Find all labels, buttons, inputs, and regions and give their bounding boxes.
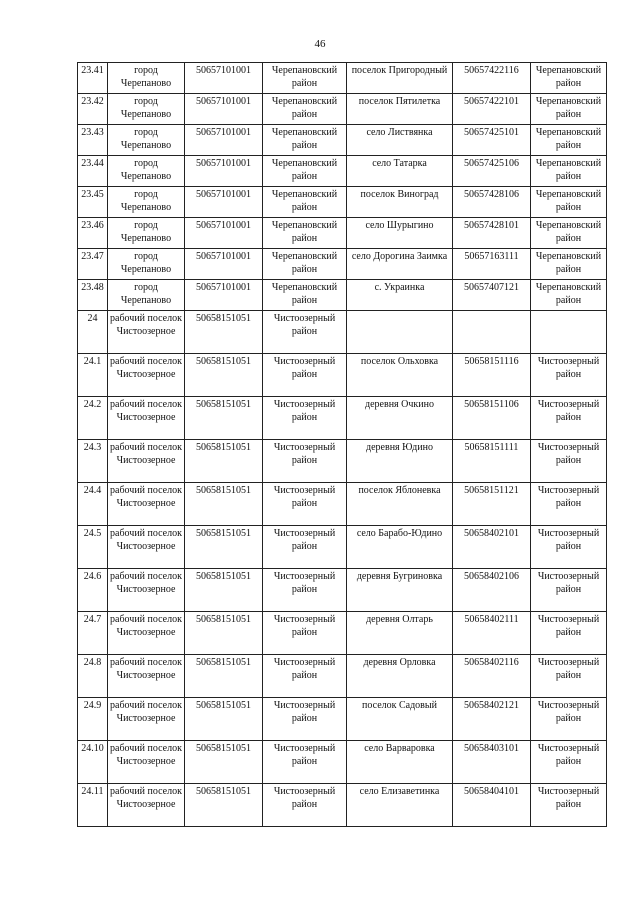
admin-center-cell: рабочий поселок Чистоозерное [108,311,185,354]
table-row [78,784,607,827]
row-number-cell: 24.5 [78,526,108,569]
admin-center-code-cell: 50658151051 [185,440,263,483]
table-row [78,483,607,526]
district-cell: Чистоозерный район [263,311,347,354]
district-cell: Черепановский район [263,187,347,218]
settlement-district-cell: Черепановский район [531,156,607,187]
admin-center-code-cell: 50657101001 [185,94,263,125]
row-number-cell: 23.43 [78,125,108,156]
settlement-code-cell: 50658151106 [453,397,531,440]
admin-center-cell: город Черепаново [108,156,185,187]
table-row [78,94,607,125]
settlement-district-cell: Чистоозерный район [531,569,607,612]
settlement-cell: поселок Пятилетка [347,94,453,125]
admin-center-cell: рабочий поселок Чистоозерное [108,569,185,612]
row-number-cell: 24.8 [78,655,108,698]
admin-center-code-cell: 50658151051 [185,655,263,698]
settlement-code-cell: 50658151121 [453,483,531,526]
district-cell: Черепановский район [263,218,347,249]
admin-center-cell: рабочий поселок Чистоозерное [108,397,185,440]
row-number-cell: 23.41 [78,63,108,94]
settlement-code-cell: 50658402121 [453,698,531,741]
settlement-code-cell: 50658402101 [453,526,531,569]
settlement-code-cell: 50657428101 [453,218,531,249]
table-row [78,280,607,311]
table-row [78,187,607,218]
admin-center-cell: город Черепаново [108,125,185,156]
settlement-cell: село Листвянка [347,125,453,156]
table-row [78,311,607,354]
row-number-cell: 24.6 [78,569,108,612]
row-number-cell: 24.1 [78,354,108,397]
row-number-cell: 24 [78,311,108,354]
district-cell: Черепановский район [263,249,347,280]
table-row [78,440,607,483]
admin-center-cell: рабочий поселок Чистоозерное [108,655,185,698]
district-cell: Чистоозерный район [263,440,347,483]
settlement-code-cell: 50657425106 [453,156,531,187]
admin-center-code-cell: 50657101001 [185,280,263,311]
admin-center-cell: город Черепаново [108,63,185,94]
settlement-cell: деревня Очкино [347,397,453,440]
admin-center-code-cell: 50657101001 [185,63,263,94]
admin-center-cell: город Черепаново [108,94,185,125]
settlement-code-cell: 50657425101 [453,125,531,156]
settlements-table [77,62,607,827]
district-cell: Черепановский район [263,94,347,125]
settlement-cell: поселок Пригородный [347,63,453,94]
table-body [78,63,607,827]
settlement-code-cell: 50657428106 [453,187,531,218]
settlement-cell: поселок Яблоневка [347,483,453,526]
admin-center-code-cell: 50657101001 [185,249,263,280]
district-cell: Чистоозерный район [263,397,347,440]
settlement-district-cell: Чистоозерный район [531,698,607,741]
table-row [78,569,607,612]
row-number-cell: 23.42 [78,94,108,125]
admin-center-code-cell: 50658151051 [185,354,263,397]
row-number-cell: 24.3 [78,440,108,483]
district-cell: Чистоозерный район [263,698,347,741]
settlement-district-cell: Чистоозерный район [531,354,607,397]
district-cell: Чистоозерный район [263,784,347,827]
district-cell: Чистоозерный район [263,483,347,526]
settlement-district-cell: Черепановский район [531,94,607,125]
settlement-code-cell: 50658151111 [453,440,531,483]
settlement-district-cell: Черепановский район [531,63,607,94]
settlement-cell: деревня Олтарь [347,612,453,655]
settlement-cell: село Шурыгино [347,218,453,249]
admin-center-cell: город Черепаново [108,218,185,249]
table-row [78,397,607,440]
row-number-cell: 23.47 [78,249,108,280]
admin-center-cell: город Черепаново [108,187,185,218]
settlement-district-cell: Черепановский район [531,187,607,218]
admin-center-code-cell: 50658151051 [185,311,263,354]
admin-center-code-cell: 50657101001 [185,218,263,249]
district-cell: Чистоозерный район [263,354,347,397]
settlement-code-cell: 50657407121 [453,280,531,311]
settlement-code-cell: 50658402116 [453,655,531,698]
settlement-district-cell: Черепановский район [531,249,607,280]
settlement-cell: деревня Орловка [347,655,453,698]
table-row [78,63,607,94]
page-number: 46 [314,38,326,50]
settlement-code-cell: 50658404101 [453,784,531,827]
settlement-cell: село Барабо-Юдино [347,526,453,569]
settlement-district-cell [531,311,607,354]
admin-center-cell: рабочий поселок Чистоозерное [108,698,185,741]
settlement-code-cell: 50658403101 [453,741,531,784]
admin-center-code-cell: 50658151051 [185,483,263,526]
settlement-code-cell: 50657422116 [453,63,531,94]
settlement-cell: деревня Юдино [347,440,453,483]
row-number-cell: 24.9 [78,698,108,741]
district-cell: Черепановский район [263,125,347,156]
row-number-cell: 23.48 [78,280,108,311]
table-row [78,698,607,741]
admin-center-cell: рабочий поселок Чистоозерное [108,784,185,827]
settlement-cell: с. Украинка [347,280,453,311]
admin-center-code-cell: 50658151051 [185,569,263,612]
admin-center-cell: рабочий поселок Чистоозерное [108,354,185,397]
admin-center-cell: рабочий поселок Чистоозерное [108,612,185,655]
district-cell: Чистоозерный район [263,526,347,569]
admin-center-cell: рабочий поселок Чистоозерное [108,440,185,483]
settlement-cell: поселок Садовый [347,698,453,741]
district-cell: Черепановский район [263,63,347,94]
settlement-district-cell: Чистоозерный район [531,526,607,569]
row-number-cell: 24.10 [78,741,108,784]
settlement-district-cell: Чистоозерный район [531,612,607,655]
settlement-code-cell: 50658151116 [453,354,531,397]
district-cell: Черепановский район [263,280,347,311]
settlement-cell: поселок Ольховка [347,354,453,397]
settlement-district-cell: Чистоозерный район [531,483,607,526]
settlement-district-cell: Чистоозерный район [531,655,607,698]
settlement-cell: село Дорогина Заимка [347,249,453,280]
table-row [78,125,607,156]
admin-center-code-cell: 50657101001 [185,125,263,156]
admin-center-cell: рабочий поселок Чистоозерное [108,741,185,784]
table-row [78,156,607,187]
admin-center-code-cell: 50658151051 [185,612,263,655]
admin-center-code-cell: 50658151051 [185,397,263,440]
settlement-district-cell: Чистоозерный район [531,440,607,483]
district-cell: Чистоозерный район [263,741,347,784]
settlement-district-cell: Черепановский район [531,125,607,156]
table-row [78,526,607,569]
admin-center-cell: город Черепаново [108,249,185,280]
settlement-cell: село Варваровка [347,741,453,784]
row-number-cell: 24.4 [78,483,108,526]
table-row [78,655,607,698]
row-number-cell: 24.7 [78,612,108,655]
settlement-cell: поселок Виноград [347,187,453,218]
settlement-district-cell: Черепановский район [531,218,607,249]
settlement-cell [347,311,453,354]
district-cell: Чистоозерный район [263,569,347,612]
table-row [78,249,607,280]
district-cell: Черепановский район [263,156,347,187]
admin-center-code-cell: 50658151051 [185,784,263,827]
row-number-cell: 23.44 [78,156,108,187]
settlement-cell: село Татарка [347,156,453,187]
admin-center-code-cell: 50658151051 [185,741,263,784]
row-number-cell: 23.46 [78,218,108,249]
settlement-code-cell: 50657163111 [453,249,531,280]
settlement-district-cell: Черепановский район [531,280,607,311]
district-cell: Чистоозерный район [263,655,347,698]
admin-center-code-cell: 50657101001 [185,187,263,218]
settlement-code-cell: 50658402106 [453,569,531,612]
settlement-district-cell: Чистоозерный район [531,741,607,784]
admin-center-code-cell: 50657101001 [185,156,263,187]
admin-center-cell: рабочий поселок Чистоозерное [108,526,185,569]
admin-center-code-cell: 50658151051 [185,526,263,569]
settlement-cell: деревня Бугриновка [347,569,453,612]
admin-center-code-cell: 50658151051 [185,698,263,741]
settlement-code-cell: 50658402111 [453,612,531,655]
settlement-district-cell: Чистоозерный район [531,784,607,827]
admin-center-cell: город Черепаново [108,280,185,311]
settlement-district-cell: Чистоозерный район [531,397,607,440]
table-row [78,354,607,397]
district-cell: Чистоозерный район [263,612,347,655]
row-number-cell: 24.11 [78,784,108,827]
table-row [78,612,607,655]
settlement-cell: село Елизаветинка [347,784,453,827]
table-row [78,218,607,249]
row-number-cell: 24.2 [78,397,108,440]
settlement-code-cell: 50657422101 [453,94,531,125]
row-number-cell: 23.45 [78,187,108,218]
admin-center-cell: рабочий поселок Чистоозерное [108,483,185,526]
settlement-code-cell [453,311,531,354]
table-row [78,741,607,784]
